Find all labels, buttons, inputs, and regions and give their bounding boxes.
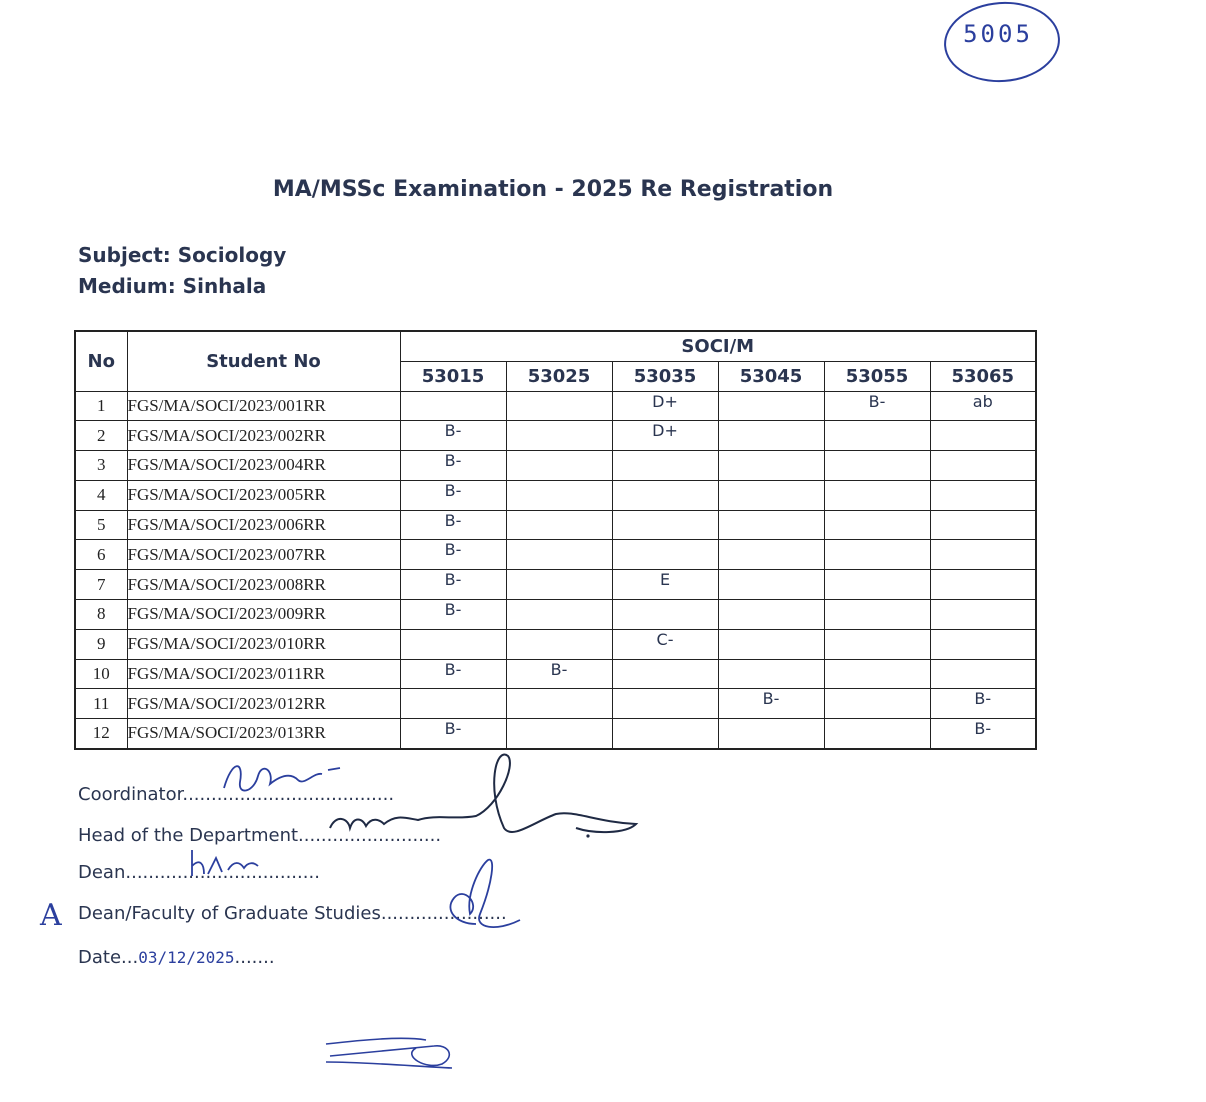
- date-trail: .......: [234, 947, 275, 968]
- grade-cell: [506, 391, 612, 421]
- header-course-group: SOCI/M: [400, 331, 1036, 361]
- grade-cell: D+: [612, 391, 718, 421]
- grade-cell: B-: [824, 391, 930, 421]
- document-title: MA/MSSc Examination - 2025 Re Registration: [272, 177, 834, 202]
- grade-cell: [400, 689, 506, 719]
- course-code: 53055: [824, 361, 930, 391]
- table-row: [75, 510, 1036, 540]
- date-line: [78, 947, 275, 968]
- grade-cell: B-: [506, 659, 612, 689]
- course-code: 53015: [400, 361, 506, 391]
- grade-cell: [400, 629, 506, 659]
- course-code: 53065: [930, 361, 1036, 391]
- grade-cell: [506, 421, 612, 451]
- grade-cell: B-: [718, 689, 824, 719]
- grade-cell: [824, 570, 930, 600]
- row-number: 1: [75, 391, 127, 421]
- grade-cell: [612, 600, 718, 630]
- results-table-body: [75, 391, 1036, 749]
- grade-cell: [718, 659, 824, 689]
- grade-cell: [718, 391, 824, 421]
- grade-cell: [718, 600, 824, 630]
- grade-cell: [612, 689, 718, 719]
- student-number: FGS/MA/SOCI/2023/012RR: [127, 689, 400, 719]
- dean-fgs-line: Dean/Faculty of Graduate Studies......................: [78, 903, 507, 924]
- table-row: [75, 421, 1036, 451]
- results-table: [74, 330, 1037, 750]
- grade-cell: [824, 451, 930, 481]
- grade-cell: [824, 629, 930, 659]
- table-row: [75, 600, 1036, 630]
- grade-cell: [824, 540, 930, 570]
- student-number: FGS/MA/SOCI/2023/013RR: [127, 719, 400, 749]
- coordinator-line: Coordinator.....................................: [78, 784, 395, 805]
- header-no: No: [75, 331, 127, 391]
- student-number: FGS/MA/SOCI/2023/002RR: [127, 421, 400, 451]
- student-number: FGS/MA/SOCI/2023/007RR: [127, 540, 400, 570]
- grade-cell: [506, 480, 612, 510]
- grade-cell: [506, 540, 612, 570]
- table-row: [75, 451, 1036, 481]
- course-code: 53035: [612, 361, 718, 391]
- grade-cell: [824, 600, 930, 630]
- grade-cell: [930, 540, 1036, 570]
- grade-cell: B-: [400, 570, 506, 600]
- grade-cell: [718, 480, 824, 510]
- grade-cell: [612, 480, 718, 510]
- student-number: FGS/MA/SOCI/2023/006RR: [127, 510, 400, 540]
- grade-cell: B-: [400, 510, 506, 540]
- grade-cell: B-: [400, 451, 506, 481]
- row-number: 7: [75, 570, 127, 600]
- grade-cell: [824, 421, 930, 451]
- grade-cell: [718, 570, 824, 600]
- grade-cell: [930, 510, 1036, 540]
- grade-cell: [612, 540, 718, 570]
- grade-cell: [718, 510, 824, 540]
- grade-cell: ab: [930, 391, 1036, 421]
- grade-cell: [506, 689, 612, 719]
- row-number: 4: [75, 480, 127, 510]
- student-number: FGS/MA/SOCI/2023/011RR: [127, 659, 400, 689]
- grade-cell: B-: [400, 421, 506, 451]
- head-of-department-line: Head of the Department.........................: [78, 825, 442, 846]
- grade-cell: [612, 510, 718, 540]
- dean-signature: [186, 844, 266, 890]
- head-of-department-signature: [326, 748, 646, 848]
- table-row: [75, 719, 1036, 749]
- row-number: 6: [75, 540, 127, 570]
- grade-cell: [824, 659, 930, 689]
- subject-line: Subject: Sociology: [78, 243, 287, 267]
- table-row: [75, 629, 1036, 659]
- grade-cell: [930, 659, 1036, 689]
- grade-cell: [612, 451, 718, 481]
- handwritten-initial: A: [40, 898, 62, 933]
- grade-cell: [506, 510, 612, 540]
- row-number: 8: [75, 600, 127, 630]
- grade-cell: [506, 719, 612, 749]
- course-code: 53025: [506, 361, 612, 391]
- grade-cell: E: [612, 570, 718, 600]
- grade-cell: [824, 480, 930, 510]
- table-row: [75, 689, 1036, 719]
- student-number: FGS/MA/SOCI/2023/008RR: [127, 570, 400, 600]
- grade-cell: [930, 600, 1036, 630]
- table-row: [75, 540, 1036, 570]
- grade-cell: [930, 451, 1036, 481]
- grade-cell: B-: [930, 719, 1036, 749]
- student-number: FGS/MA/SOCI/2023/004RR: [127, 451, 400, 481]
- grade-cell: [506, 600, 612, 630]
- grade-cell: [824, 689, 930, 719]
- row-number: 3: [75, 451, 127, 481]
- date-label: Date...: [78, 947, 139, 968]
- row-number: 11: [75, 689, 127, 719]
- medium-line: Medium: Sinhala: [78, 274, 267, 298]
- grade-cell: [824, 510, 930, 540]
- grade-cell: [718, 421, 824, 451]
- grade-cell: [930, 421, 1036, 451]
- course-code: 53045: [718, 361, 824, 391]
- student-number: FGS/MA/SOCI/2023/009RR: [127, 600, 400, 630]
- table-row: [75, 659, 1036, 689]
- grade-cell: B-: [400, 540, 506, 570]
- reference-number: 5005: [963, 20, 1033, 48]
- header-student-no: Student No: [127, 331, 400, 391]
- row-number: 5: [75, 510, 127, 540]
- row-number: 2: [75, 421, 127, 451]
- grade-cell: [612, 719, 718, 749]
- grade-cell: [718, 540, 824, 570]
- grade-cell: [400, 391, 506, 421]
- bottom-signature: [322, 1022, 462, 1072]
- grade-cell: B-: [400, 659, 506, 689]
- grade-cell: [506, 570, 612, 600]
- dean-fgs-signature: [436, 854, 526, 938]
- grade-cell: D+: [612, 421, 718, 451]
- grade-cell: [930, 480, 1036, 510]
- grade-cell: C-: [612, 629, 718, 659]
- date-value: 03/12/2025: [138, 948, 235, 967]
- grade-cell: [506, 451, 612, 481]
- grade-cell: [930, 629, 1036, 659]
- table-row: [75, 570, 1036, 600]
- grade-cell: [718, 719, 824, 749]
- grade-cell: B-: [400, 719, 506, 749]
- grade-cell: [718, 629, 824, 659]
- row-number: 9: [75, 629, 127, 659]
- grade-cell: B-: [400, 600, 506, 630]
- student-number: FGS/MA/SOCI/2023/001RR: [127, 391, 400, 421]
- grade-cell: [718, 451, 824, 481]
- row-number: 12: [75, 719, 127, 749]
- student-number: FGS/MA/SOCI/2023/005RR: [127, 480, 400, 510]
- grade-cell: [612, 659, 718, 689]
- grade-cell: B-: [930, 689, 1036, 719]
- grade-cell: B-: [400, 480, 506, 510]
- grade-cell: [506, 629, 612, 659]
- student-number: FGS/MA/SOCI/2023/010RR: [127, 629, 400, 659]
- table-row: [75, 391, 1036, 421]
- table-row: [75, 480, 1036, 510]
- grade-cell: [930, 570, 1036, 600]
- dean-line: Dean..................................: [78, 862, 320, 883]
- row-number: 10: [75, 659, 127, 689]
- grade-cell: [824, 719, 930, 749]
